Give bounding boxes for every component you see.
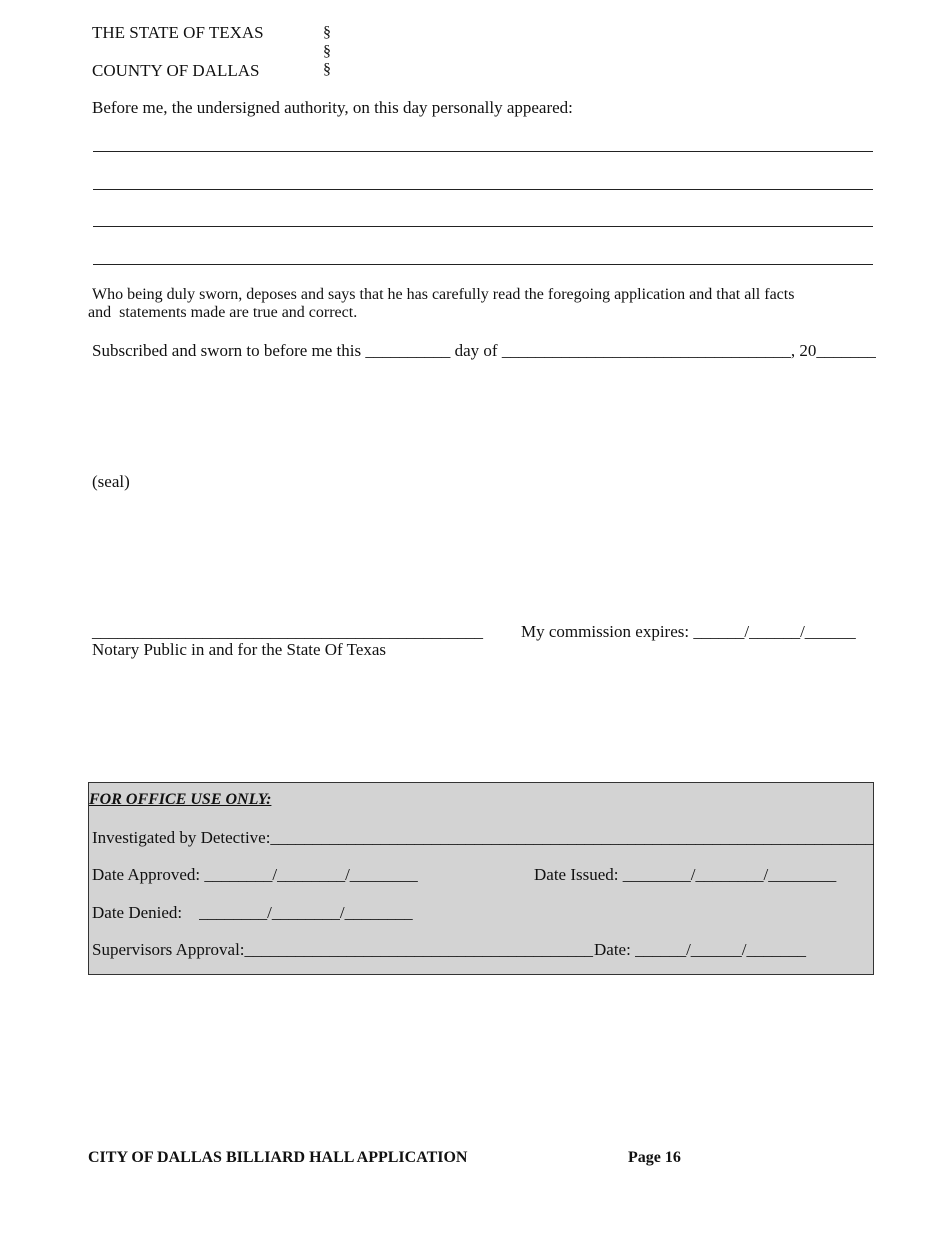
date-denied-field[interactable]: Date Denied: ________/________/________	[92, 903, 413, 922]
appearance-intro: Before me, the undersigned authority, on this day personally appeared:	[92, 98, 573, 117]
office-use-box	[88, 782, 874, 975]
notary-signature-line[interactable]: ______________________________________________	[92, 622, 483, 641]
subscribed-line[interactable]: Subscribed and sworn to before me this __________ day of __________________________________, 20_______	[92, 341, 876, 360]
section-symbol: §	[323, 43, 331, 60]
date-approved-field[interactable]: Date Approved: ________/________/________	[92, 865, 418, 884]
date-issued-field[interactable]: Date Issued: ________/________/________	[534, 865, 837, 884]
commission-expires[interactable]: My commission expires: ______/______/______	[521, 622, 856, 641]
appearance-line-4[interactable]	[93, 264, 873, 265]
county-heading: COUNTY OF DALLAS	[92, 61, 260, 80]
appearance-line-1[interactable]	[93, 151, 873, 152]
section-symbol: §	[323, 61, 331, 78]
state-heading: THE STATE OF TEXAS	[92, 23, 264, 42]
appearance-line-2[interactable]	[93, 189, 873, 190]
supervisors-approval-field[interactable]: Supervisors Approval:_________________________________________	[92, 940, 594, 959]
footer-title: CITY OF DALLAS BILLIARD HALL APPLICATION	[88, 1149, 468, 1166]
oath-line-1: Who being duly sworn, deposes and says that he has carefully read the foregoing application and that all facts	[92, 286, 795, 303]
section-symbol: §	[323, 24, 331, 41]
investigated-by-field[interactable]: Investigated by Detective:_______________________________________________________________________	[92, 828, 874, 847]
oath-line-2: and statements made are true and correct.	[88, 304, 358, 321]
supervisor-date-field[interactable]: Date: ______/______/_______	[594, 940, 807, 959]
seal-label: (seal)	[92, 472, 130, 491]
page-number: Page 16	[628, 1149, 681, 1166]
appearance-line-3[interactable]	[93, 226, 873, 227]
notary-caption: Notary Public in and for the State Of Texas	[92, 640, 387, 659]
office-use-title: FOR OFFICE USE ONLY:	[89, 791, 272, 808]
